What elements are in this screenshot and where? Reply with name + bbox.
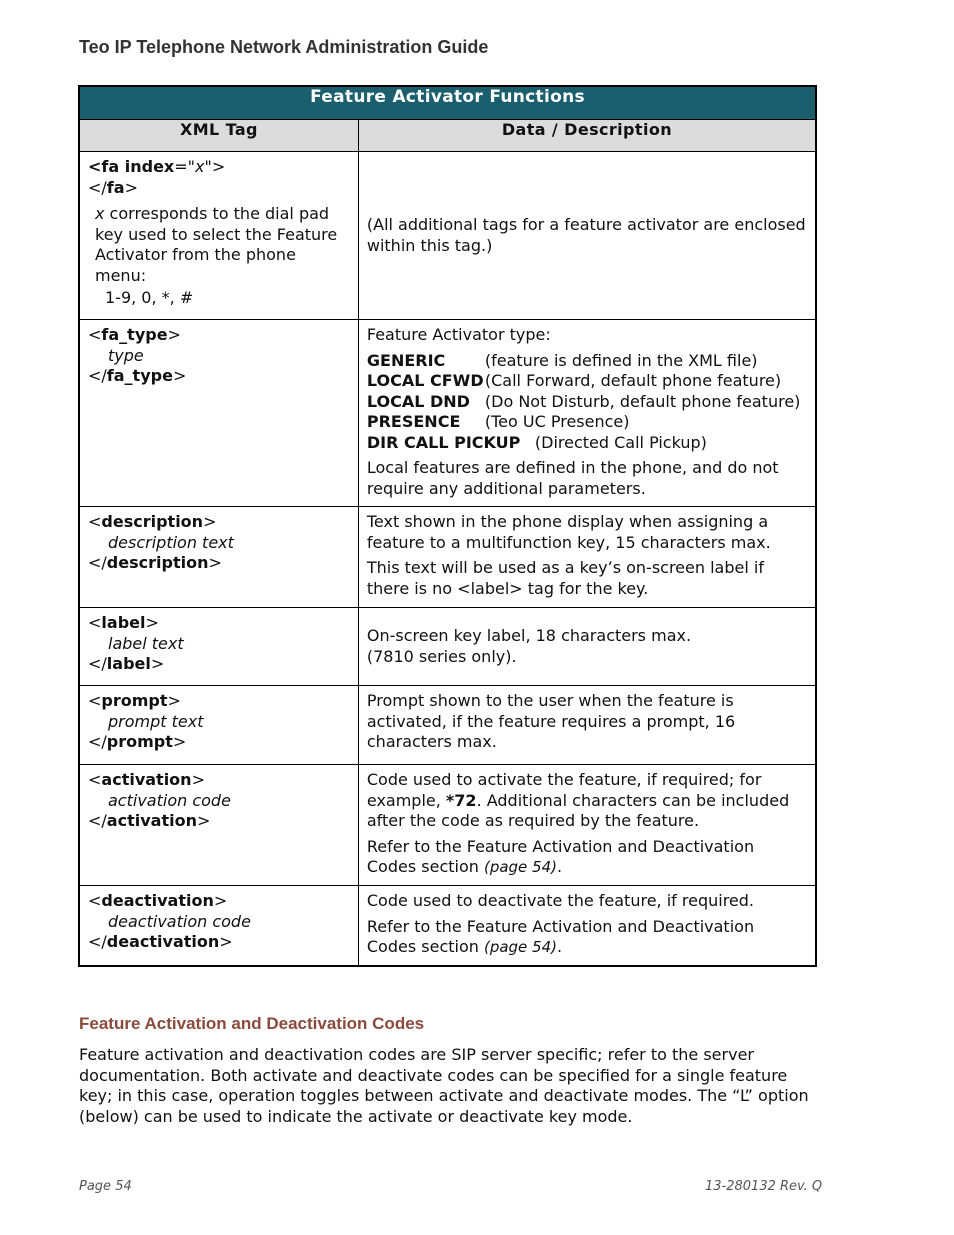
label-open-tag: <label> xyxy=(88,613,159,632)
page-reference-link[interactable]: (page 54) xyxy=(483,858,557,876)
table-row-label xyxy=(79,608,816,686)
table-row-activation xyxy=(79,765,816,886)
table-row-fa-type xyxy=(79,320,816,507)
table-row-fa xyxy=(79,152,816,320)
table-title-row xyxy=(79,86,816,120)
deactivation-desc-2: Refer to the Feature Activation and Deactivation Codes section (page 54). xyxy=(366,916,755,956)
table-header-row xyxy=(79,120,816,152)
column-header-description: Data / Description xyxy=(358,120,816,152)
description-desc-2: This text will be used as a key’s on-screen label if there is no <label> tag for the key. xyxy=(366,558,764,598)
fa-index-note: x corresponds to the dial pad key used to select the Feature Activator from the phone menu: xyxy=(95,204,338,285)
footer-document-number: 13-280132 Rev. Q xyxy=(705,1179,823,1194)
label-value: label text xyxy=(108,633,184,653)
fa-type-value: type xyxy=(108,345,144,365)
activation-open-tag: <activation> xyxy=(88,770,205,789)
fa-type-item: PRESENCE (Teo UC Presence) xyxy=(366,412,630,431)
fa-type-item: LOCAL DND (Do Not Disturb, default phone feature) xyxy=(366,391,801,411)
fa-type-open-tag: <fa_type> xyxy=(88,325,181,344)
feature-activator-table xyxy=(78,85,817,967)
fa-type-item: GENERIC (feature is defined in the XML file) xyxy=(366,350,758,370)
description-value: description text xyxy=(108,532,234,552)
prompt-value: prompt text xyxy=(108,711,204,731)
table-row-prompt xyxy=(79,686,816,765)
xml-tag-cell-fa-type xyxy=(80,320,358,392)
description-close-tag: </description> xyxy=(88,553,222,572)
section-body-paragraph: Feature activation and deactivation codes are SIP server specific; refer to the server documentation. Both activate and deactivate codes can be specified for a single feature key; in this case, operation toggles between activate and deactivate modes. The “L” option (below) can be used to indicate the activate or deactivate key mode. xyxy=(79,1045,809,1126)
table-title: Feature Activator Functions xyxy=(79,86,816,120)
description-cell-activation xyxy=(359,765,815,883)
description-cell-description xyxy=(359,507,815,604)
activation-close-tag: </activation> xyxy=(88,811,211,830)
prompt-close-tag: </prompt> xyxy=(88,732,187,751)
column-header-xml-tag: XML Tag xyxy=(79,120,358,152)
label-close-tag: </label> xyxy=(88,654,165,673)
deactivation-desc-1: Code used to deactivate the feature, if required. xyxy=(366,891,754,910)
description-cell-prompt: Prompt shown to the user when the feature is activated, if the feature requires a prompt, 16 characters max. xyxy=(366,691,736,751)
description-open-tag: <description> xyxy=(88,512,217,531)
xml-tag-cell-fa xyxy=(80,152,358,314)
xml-tag-cell-activation xyxy=(80,765,358,837)
description-cell-fa: (All additional tags for a feature activator are enclosed within this tag.) xyxy=(366,215,806,255)
fa-type-item: DIR CALL PICKUP (Directed Call Pickup) xyxy=(366,432,707,452)
deactivation-open-tag: <deactivation> xyxy=(88,891,228,910)
description-desc-1: Text shown in the phone display when assigning a feature to a multifunction key, 15 characters max. xyxy=(366,512,771,552)
description-cell-fa-type xyxy=(359,320,815,504)
description-cell-deactivation xyxy=(359,886,815,963)
activation-desc-2: Refer to the Feature Activation and Deactivation Codes section (page 54). xyxy=(366,836,755,876)
xml-tag-cell-deactivation xyxy=(80,886,358,958)
fa-type-item: LOCAL CFWD (Call Forward, default phone feature) xyxy=(366,371,782,390)
description-cell-label xyxy=(359,621,815,672)
footer-page-number: Page 54 xyxy=(79,1179,132,1194)
fa-type-note: Local features are defined in the phone, and do not require any additional parameters. xyxy=(366,458,779,498)
fa-index-keys: 1-9, 0, *, # xyxy=(105,288,194,307)
xml-tag-cell-description xyxy=(80,507,358,579)
table-row-description xyxy=(79,507,816,608)
deactivation-value: deactivation code xyxy=(108,911,251,931)
page-reference-link[interactable]: (page 54) xyxy=(483,938,557,956)
xml-tag-cell-prompt xyxy=(80,686,358,758)
section-heading: Feature Activation and Deactivation Codes xyxy=(79,1014,425,1033)
document-header-title: Teo IP Telephone Network Administration Guide xyxy=(79,37,489,57)
fa-type-close-tag: </fa_type> xyxy=(88,366,187,385)
deactivation-close-tag: </deactivation> xyxy=(88,932,233,951)
xml-tag-cell-label xyxy=(80,608,358,680)
fa-type-intro: Feature Activator type: xyxy=(366,325,551,344)
fa-type-list xyxy=(367,351,807,454)
label-desc-2: (7810 series only). xyxy=(366,646,517,666)
activation-value: activation code xyxy=(108,790,231,810)
prompt-open-tag: <prompt> xyxy=(88,691,181,710)
table-row-deactivation xyxy=(79,886,816,966)
fa-open-tag: <fa index="x"> xyxy=(88,157,226,176)
label-desc-1: On-screen key label, 18 characters max. xyxy=(366,626,692,645)
activation-desc-1: Code used to activate the feature, if required; for example, *72. Additional characters can be included after the code as required by the feature. xyxy=(366,770,790,830)
fa-close-tag: </fa> xyxy=(88,177,138,197)
